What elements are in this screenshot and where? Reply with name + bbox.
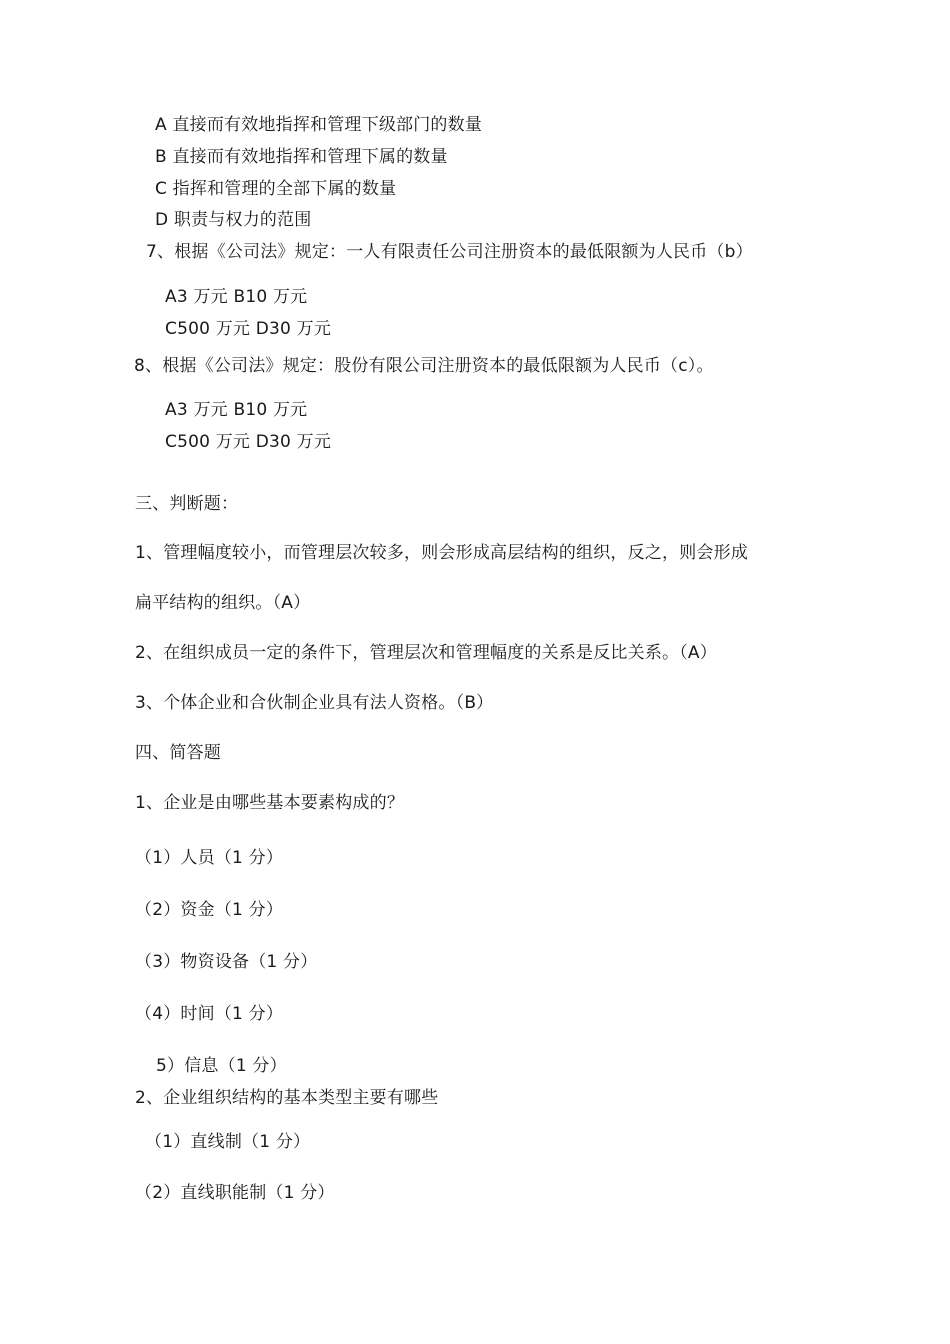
section-heading-short-answer: 四、简答题 [135,743,221,763]
option-c-q6: C 指挥和管理的全部下属的数量 [155,179,397,199]
judgment-1-line1: 1、管理幅度较小，而管理层次较多，则会形成高层结构的组织，反之，则会形成 [135,543,749,563]
judgment-2: 2、在组织成员一定的条件下，管理层次和管理幅度的关系是反比关系。（A） [135,643,717,663]
short-answer-2: 2、企业组织结构的基本类型主要有哪些 [135,1088,439,1108]
judgment-3: 3、个体企业和合伙制企业具有法人资格。（B） [135,693,494,713]
section-heading-judgment: 三、判断题： [135,494,239,514]
answer-2-item-1: （1）直线制（1 分） [145,1132,311,1152]
option-d-q6: D 职责与权力的范围 [155,210,312,230]
answer-2-item-2: （2）直线职能制（1 分） [135,1183,335,1203]
options-q8-cd: C500 万元 D30 万元 [165,432,332,452]
answer-1-item-5: 5）信息（1 分） [156,1056,287,1076]
options-q7-cd: C500 万元 D30 万元 [165,319,332,339]
answer-1-item-2: （2）资金（1 分） [135,900,284,920]
answer-1-item-4: （4）时间（1 分） [135,1004,284,1024]
answer-1-item-3: （3）物资设备（1 分） [135,952,318,972]
question-7: 7、根据《公司法》规定：一人有限责任公司注册资本的最低限额为人民币（b） [146,242,753,262]
option-b-q6: B 直接而有效地指挥和管理下属的数量 [155,147,448,167]
judgment-1-line2: 扁平结构的组织。（A） [135,593,311,613]
question-8: 8、根据《公司法》规定：股份有限公司注册资本的最低限额为人民币（c）。 [134,356,714,376]
answer-1-item-1: （1）人员（1 分） [135,848,284,868]
option-a-q6: A 直接而有效地指挥和管理下级部门的数量 [155,115,483,135]
options-q7-ab: A3 万元 B10 万元 [165,287,308,307]
short-answer-1: 1、企业是由哪些基本要素构成的？ [135,793,405,813]
options-q8-ab: A3 万元 B10 万元 [165,400,308,420]
